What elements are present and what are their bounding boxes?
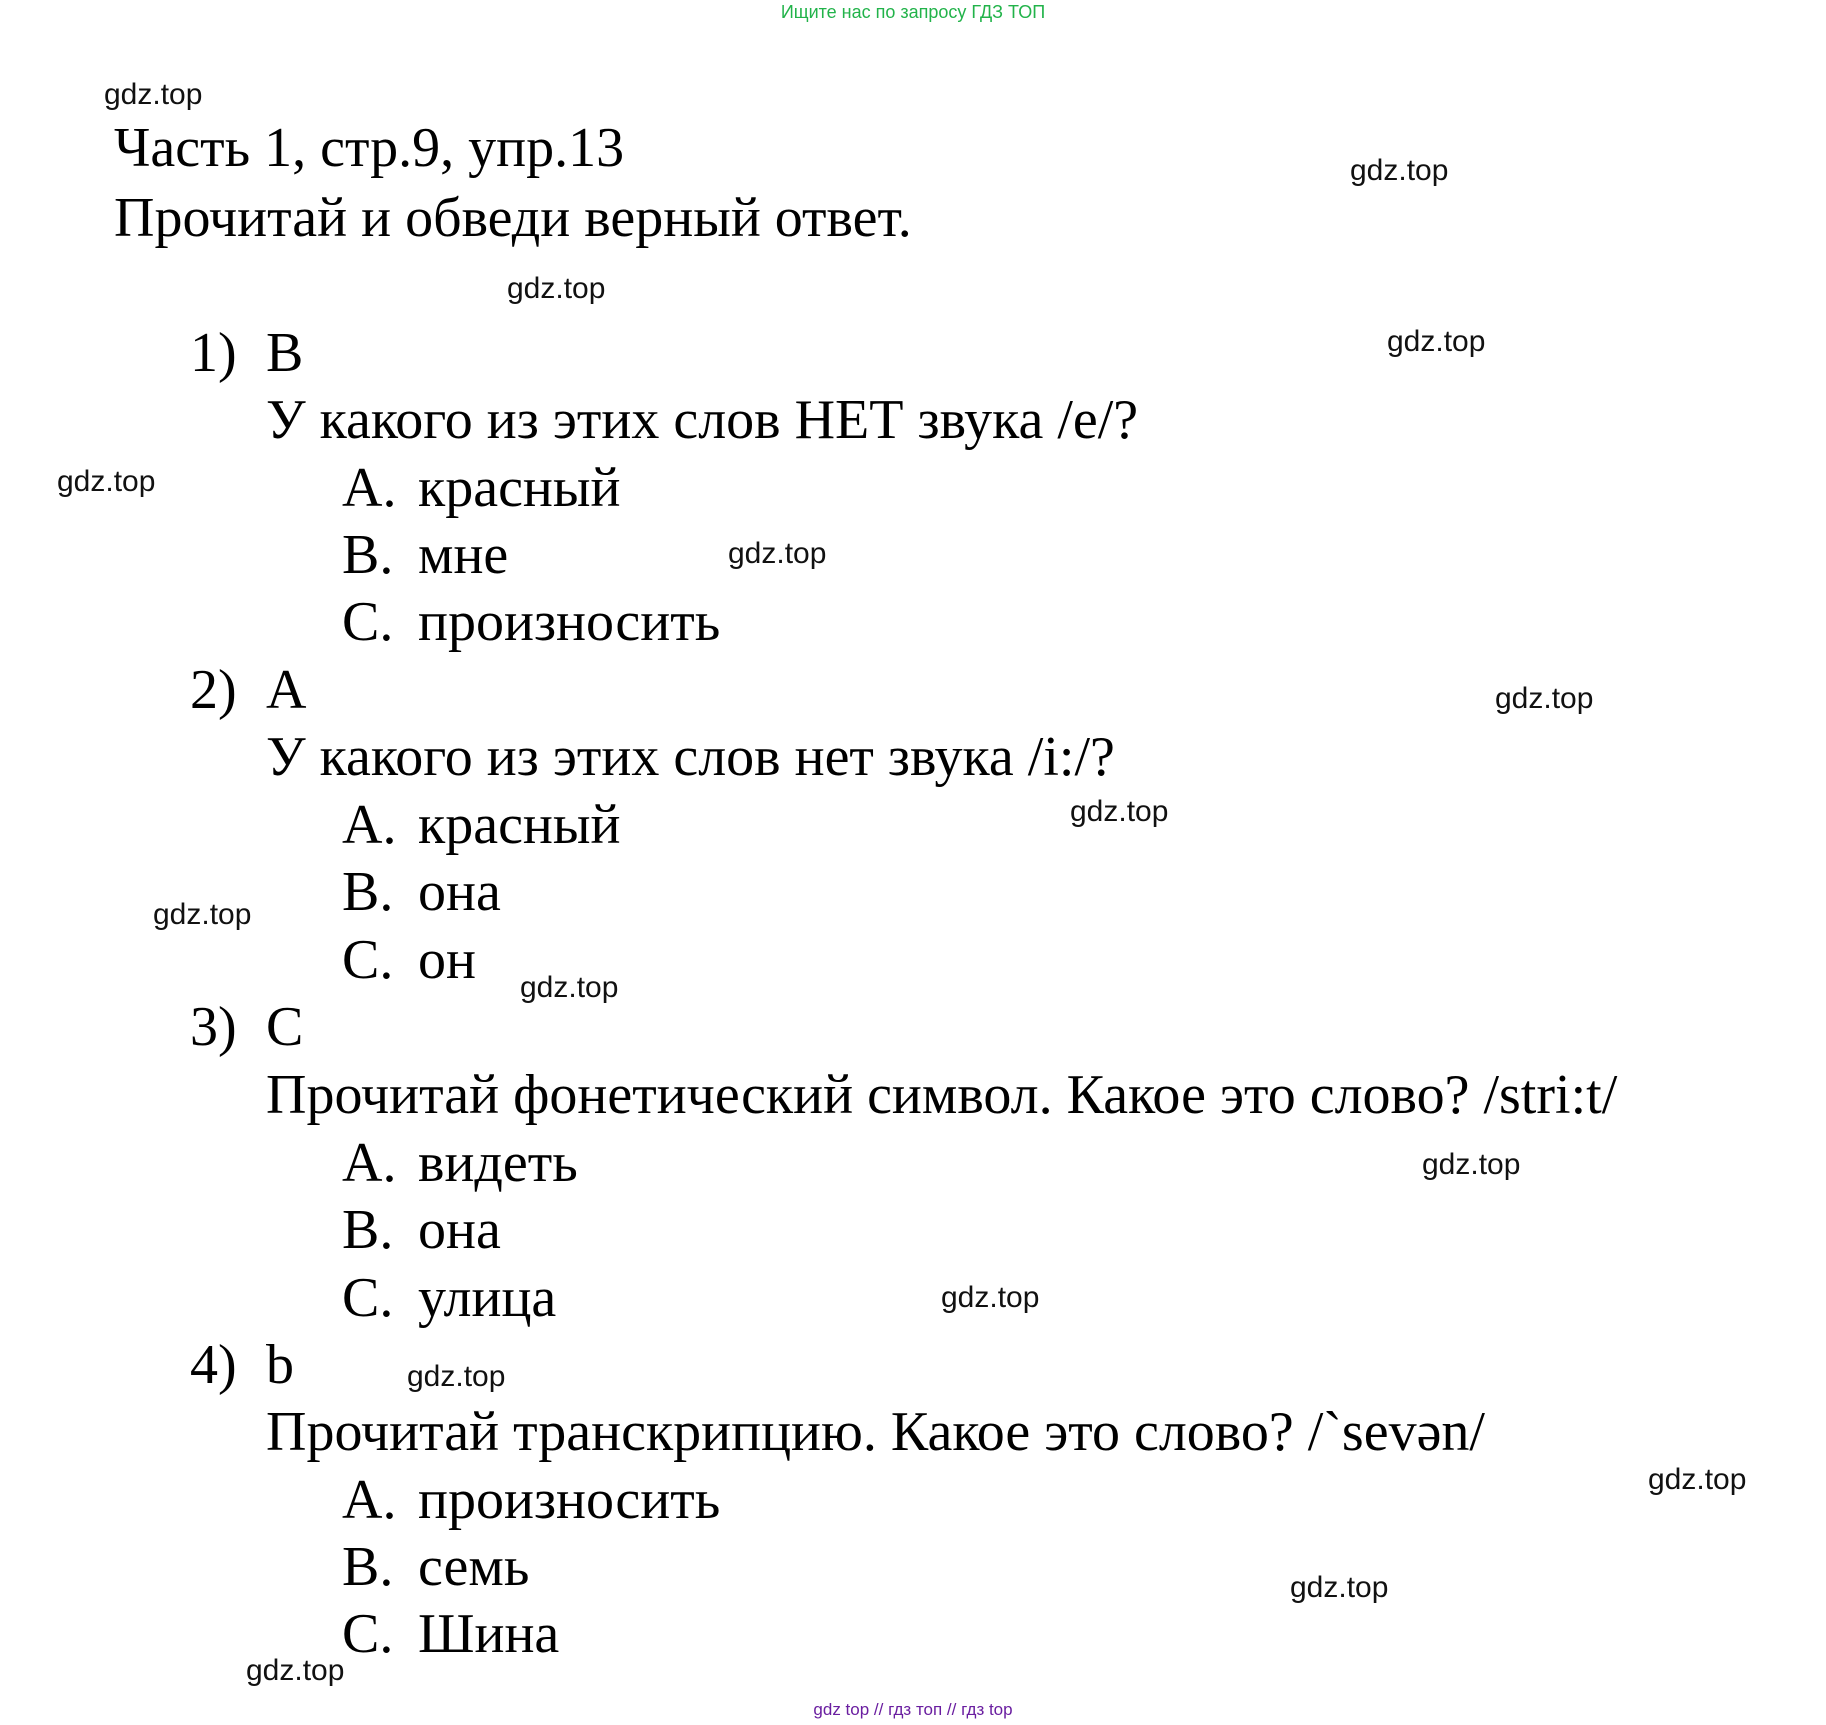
question-answer: b — [266, 1334, 294, 1396]
option-word: она — [418, 861, 501, 923]
watermark: gdz.top — [1648, 1463, 1747, 1496]
watermark: gdz.top — [246, 1654, 345, 1687]
question-number: 4) — [190, 1334, 237, 1396]
task-instruction: Прочитай и обведи верный ответ. — [114, 187, 912, 249]
option-letter: A. — [342, 1132, 397, 1194]
option-letter: C. — [342, 1267, 394, 1329]
option-letter: A. — [342, 457, 397, 519]
question-answer: A — [266, 659, 307, 721]
option-letter: C. — [342, 929, 394, 991]
option-letter: B. — [342, 1199, 394, 1261]
watermark: gdz.top — [153, 898, 252, 931]
option-word: улица — [418, 1267, 557, 1329]
watermark: gdz.top — [1422, 1148, 1521, 1181]
option-letter: A. — [342, 1469, 397, 1531]
option-letter: B. — [342, 1536, 394, 1598]
question-number: 2) — [190, 659, 237, 721]
option-word: произносить — [418, 1469, 721, 1531]
option-letter: B. — [342, 861, 394, 923]
watermark: gdz.top — [1070, 795, 1169, 828]
watermark: gdz.top — [520, 971, 619, 1004]
watermark: gdz.top — [1290, 1571, 1389, 1604]
question-text: Прочитай фонетический символ. Какое это слово? /stri:t/ — [266, 1064, 1618, 1126]
question-answer: C — [266, 996, 304, 1058]
question-text: Прочитай транскрипцию. Какое это слово? /`sevən/ — [266, 1401, 1485, 1463]
option-letter: C. — [342, 1603, 394, 1665]
question-number: 3) — [190, 996, 237, 1058]
option-word: он — [418, 929, 476, 991]
footer-links: gdz top // гдз топ // гдз top — [813, 1700, 1013, 1719]
option-word: произносить — [418, 591, 721, 653]
watermark: gdz.top — [57, 465, 156, 498]
watermark: gdz.top — [507, 272, 606, 305]
question-text: У какого из этих слов нет звука /i:/? — [266, 726, 1115, 788]
watermark: gdz.top — [1350, 154, 1449, 187]
top-banner: Ищите нас по запросу ГДЗ ТОП — [780, 2, 1046, 22]
watermark: gdz.top — [407, 1360, 506, 1393]
option-word: мне — [418, 524, 509, 586]
option-word: она — [418, 1199, 501, 1261]
watermark: gdz.top — [1495, 682, 1594, 715]
question-answer: B — [266, 322, 304, 384]
watermark: gdz.top — [104, 78, 203, 111]
option-word: Шина — [418, 1603, 560, 1665]
option-letter: B. — [342, 524, 394, 586]
question-number: 1) — [190, 322, 237, 384]
option-letter: C. — [342, 591, 394, 653]
watermark: gdz.top — [1387, 325, 1486, 358]
option-letter: A. — [342, 794, 397, 856]
option-word: видеть — [418, 1132, 578, 1194]
option-word: семь — [418, 1536, 530, 1598]
option-word: красный — [418, 457, 621, 519]
option-word: красный — [418, 794, 621, 856]
watermark: gdz.top — [941, 1281, 1040, 1314]
page-title: Часть 1, стр.9, упр.13 — [114, 117, 625, 179]
question-text: У какого из этих слов НЕТ звука /e/? — [266, 389, 1139, 451]
watermark: gdz.top — [728, 537, 827, 570]
